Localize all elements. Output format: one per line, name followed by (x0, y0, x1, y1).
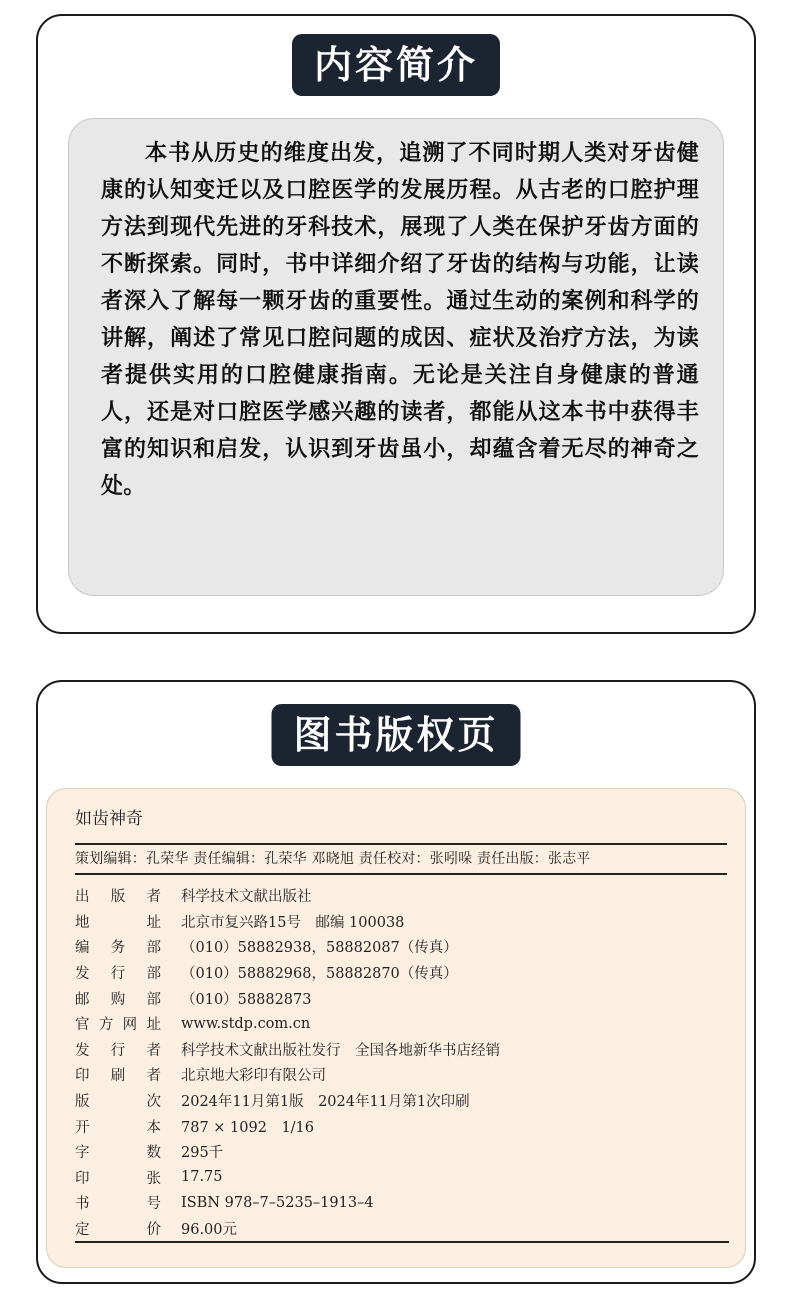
info-label-char: 刷 (110, 1068, 126, 1085)
info-row (75, 1011, 727, 1037)
info-label-char: 价 (146, 1222, 161, 1239)
info-label-char: 出 (75, 889, 90, 906)
intro-paragraph: 本书从历史的维度出发，追溯了不同时期人类对牙齿健康的认知变迁以及口腔医学的发展历程。从古老的口腔护理方法到现代先进的牙科技术，展现了人类在保护牙齿方面的不断探索。同时，书中详细介绍了牙齿的结构与功能，让读者深入了解每一颗牙齿的重要性。通过生动的案例和科学的讲解，阐述了常见口腔问题的成因、症状及治疗方法，为读者提供实用的口腔健康指南。无论是关注自身健康的普通人，还是对口腔医学感兴趣的读者，都能从这本书中获得丰富的知识和启发，认识到牙齿虽小，却蕴含着无尽的神奇之处。 (101, 141, 699, 499)
intro-text-box (68, 118, 724, 596)
info-label (75, 1090, 161, 1111)
info-value: 96.00元 (181, 1222, 238, 1239)
info-label (75, 1218, 161, 1239)
info-label-char: 本 (146, 1119, 161, 1136)
info-row (75, 909, 727, 935)
info-label (75, 1064, 161, 1085)
copyright-page (46, 788, 746, 1268)
copyright-title: 图书版权页 (271, 704, 520, 766)
info-label (75, 1039, 161, 1060)
info-label-char: 印 (75, 1068, 90, 1085)
info-label-char: 部 (146, 991, 161, 1008)
info-label-char: 印 (75, 1170, 90, 1187)
info-label-char: 务 (110, 940, 126, 957)
info-label-char: 部 (146, 966, 161, 983)
info-label-char: 开 (75, 1119, 90, 1136)
info-value: ISBN 978–7–5235–1913–4 (181, 1194, 374, 1211)
info-label (75, 988, 161, 1009)
info-row (75, 1190, 727, 1216)
info-label-char: 字 (75, 1145, 90, 1162)
divider (75, 1241, 729, 1243)
book-title: 如齿神奇 (75, 809, 143, 829)
info-value: 2024年11月第1版 2024年11月第1次印刷 (181, 1094, 470, 1111)
info-label-char: 者 (146, 1042, 161, 1059)
divider (75, 873, 727, 875)
info-label-char: 号 (146, 1196, 161, 1213)
info-label (75, 936, 161, 957)
copyright-card (36, 680, 756, 1284)
info-label (75, 962, 161, 983)
info-row (75, 1088, 727, 1114)
info-label (75, 1167, 161, 1188)
info-label-char: 官 (75, 1017, 90, 1034)
info-value: 北京地大彩印有限公司 (181, 1068, 326, 1085)
info-label-char: 次 (146, 1094, 161, 1111)
info-label-char: 定 (75, 1222, 90, 1239)
info-label-char: 者 (146, 889, 161, 906)
info-label-char: 书 (75, 1196, 90, 1213)
info-label (75, 885, 161, 906)
info-label (75, 1141, 161, 1162)
info-label-char: 张 (146, 1170, 161, 1187)
info-label-char: 地 (75, 914, 90, 931)
info-value: （010）58882968，58882870（传真） (181, 966, 458, 983)
intro-title: 内容简介 (292, 34, 500, 96)
intro-card (36, 14, 756, 634)
info-row (75, 1139, 727, 1165)
info-label (75, 1013, 161, 1034)
info-value: （010）58882938，58882087（传真） (181, 940, 458, 957)
publication-info-table (75, 883, 727, 1241)
info-label-char: 行 (110, 1042, 126, 1059)
info-label-char: 址 (146, 914, 161, 931)
info-label-char: 发 (75, 966, 90, 983)
editors-line: 策划编辑：孔荣华 责任编辑：孔荣华 邓晓旭 责任校对：张吲哚 责任出版：张志平 (75, 851, 591, 867)
info-label-char: 部 (146, 940, 161, 957)
info-row (75, 934, 727, 960)
info-label-char: 数 (146, 1145, 161, 1162)
info-label-char: 购 (110, 991, 126, 1008)
info-row (75, 1165, 727, 1191)
info-value: 北京市复兴路15号 邮编 100038 (181, 914, 405, 931)
info-row (75, 985, 727, 1011)
info-label-char: 发 (75, 1042, 90, 1059)
info-row (75, 1113, 727, 1139)
info-value: （010）58882873 (181, 991, 312, 1008)
info-value: 295千 (181, 1145, 224, 1162)
info-row (75, 1037, 727, 1063)
info-row (75, 960, 727, 986)
info-value: 787 × 1092 1/16 (181, 1119, 315, 1136)
info-row (75, 883, 727, 909)
info-value: 科学技术文献出版社 (181, 889, 312, 906)
info-label (75, 1192, 161, 1213)
info-label (75, 1116, 161, 1137)
info-label (75, 911, 161, 932)
info-label-char: 址 (146, 1017, 161, 1034)
info-label-char: 网 (122, 1017, 138, 1034)
info-label-char: 邮 (75, 991, 90, 1008)
info-label-char: 方 (98, 1017, 114, 1034)
info-label-char: 编 (75, 940, 90, 957)
info-row (75, 1062, 727, 1088)
info-value: www.stdp.com.cn (181, 1015, 311, 1032)
info-value: 17.75 (181, 1169, 223, 1186)
info-label-char: 版 (75, 1094, 90, 1111)
info-value: 科学技术文献出版社发行 全国各地新华书店经销 (181, 1042, 500, 1059)
info-label-char: 者 (146, 1068, 161, 1085)
info-label-char: 版 (110, 889, 126, 906)
info-label-char: 行 (110, 966, 126, 983)
info-row (75, 1216, 727, 1242)
